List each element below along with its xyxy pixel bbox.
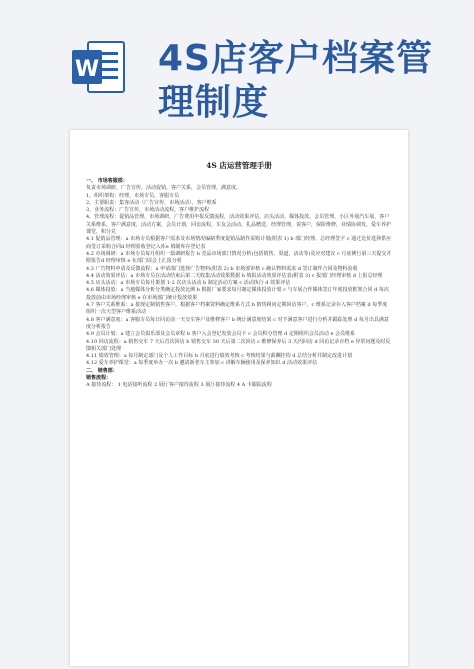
word-document-icon [70,38,128,96]
document-line: 2，主要职责：集客活动（广告宣传，市场活动），客户维系 [86,199,217,206]
document-line: 负责市场调研，广告宣传，活动促销，客户关系，会员管理，满意度。 [86,185,242,192]
document-line: 4.10 回访流程：a 销售交车 7 天后首次回访 b 销售交车 30 天后第二次回访 c 维修保养后 3 天内回访 d 回访记录存档 e 异常问题及时反馈相关部门处理 [86,338,391,352]
document-line: 4.3 广告物料申请及反馈流程：a 申请部门选择广告物料(附表 2) b 市场部审核 c 确认物料需求 d 签订制作合同及物料验收 [86,265,358,272]
document-line: 4.2 市场调研：a 市场专员每月组织一篇调研报告 b 竞品市场部门情况分析(包括销售，渠道，活动等)及应对建议 c 月底例行第三天提交并附报告d 经理审核 e 在部门周会上汇报分析 [86,250,392,265]
document-line: 4.6 媒体投放：a 当地媒体分析分类确定投放比例 b 根据厂家要求每月制定媒体投放计划 c 与车展合作媒体签订年度投放框架合同 d 每次投放前由市场经理审核 e 在市场部门统计投放效果 [86,287,389,301]
document-title: 4S 店运营管理手册 [206,161,272,170]
document-body [86,178,392,390]
page-header [0,0,474,128]
document-line: A 接待流程： 1 电话接听流程 2 展厅客户接待流程 3 展厅接待流程 4 A 卡跟踪流程 [86,382,272,389]
document-line: 4.5 店头活动：a 市场专员每月策划 1-2 次店头活动 b 制定活动方案 c 活动执行 d 效果评估 [86,280,291,287]
page-title-line-2: 理制度 [158,82,270,123]
document-line: 1，组织架构：经理，市场专员，客服专员 [86,192,180,199]
page-title-line-1: 4S店客户档案管 [158,38,433,79]
document-line: 4，管理流程：促销品管理，市场调研，广告费用申报反馈流程，活动效果评估，店头活动，媒体投放，会员管理，小区外展汽车展，客户关系维系，客户满意度，活动方案，会员计划，回访流程，车友会活动，礼品赠送，经理管理，说客户，保险维修，业绩协调发，爱车养护课堂，积分兑 [86,214,392,236]
document-line: 4.4 活动效果评估：a 市场专员在活动结束后第二天收集活动效果数据 b 填报活动效果评估表(附表 3) c 报部门经理审核 d 上报总经理 [86,272,383,279]
document-line: 4.9 会员计划：a 建立会员俱乐部及会员章程 b 客户入会登记发放会员卡 c 会员积分管理 d 定期组织会员活动 e 会员维系 [86,331,355,338]
document-line: 销售流程： [86,375,112,382]
document-line: 4.12 爱车养护课堂：a 每季度举办一次 b 邀请新老车主参加 c 讲解车辆使用及保养知识 d 活动效果评估 [86,360,318,367]
document-line: 3，业务流程：广告宣传，市场活动流程，客户维护流程 [86,207,210,214]
document-line: 二、 销售部： [86,367,118,374]
document-line: 4.1 促销品管理：a 市场专员根据客户需求及市场情况编制季度促销品制作采购计划(附表 1) b 部门经理、总经理签字 c 通过比价选择供应商签订采购合同d 经理验收登记入库e 填制库存登记表 [86,236,392,250]
word-icon-letter: W [74,57,100,82]
document-line: 4.7 客户关系维系：a 接现定制销售客户，根据客户档案资料确定维系方式 b 销售顾问定期回访客户，c 维系记录存入客户档案 d 每季度组织一次大型客户维系活动 [86,302,388,316]
document-page [70,130,408,666]
document-line: 4.11 绩效管理：a 每月制定部门及个人工作目标 b 月底进行绩效考核 c 考核结果与薪酬挂钩 d 总结分析并制定改进计划 [86,353,353,360]
document-line: 一、 市场客服部： [86,178,128,184]
document-line: 4.8 客户满意度：a 客服专员每日回访前一天交车客户及维修客户 b 统计满意度结果 c 对不满意客户进行分析并跟踪处理 d 每月出具满意度分析报告 [86,316,389,330]
